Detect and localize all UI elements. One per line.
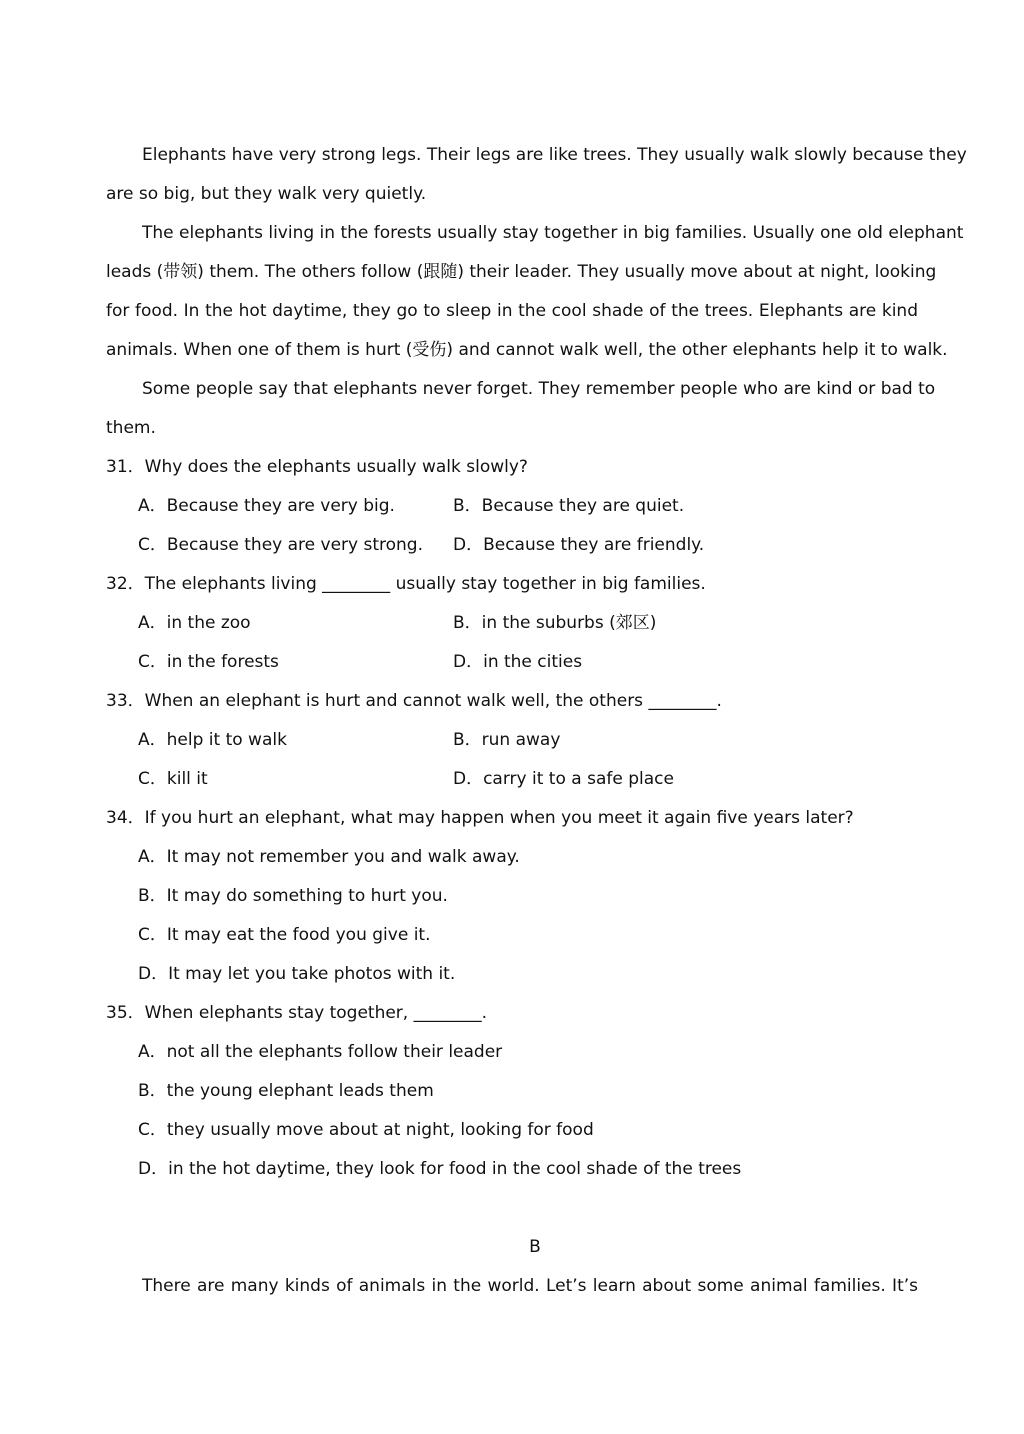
question-32-option-d: D．in the cities (453, 652, 583, 672)
question-33-option-d: D．carry it to a safe place (453, 769, 674, 789)
question-32-option-a: A．in the zoo (138, 613, 251, 633)
question-34-option-a: A．It may not remember you and walk away. (138, 847, 520, 867)
question-35-option-d: D．in the hot daytime, they look for food in the cool shade of the trees (138, 1159, 742, 1179)
passage-a-paragraph-1-line-1: Elephants have very strong legs. Their legs are like trees. They usually walk slowly because they (142, 145, 967, 165)
question-35-option-c: C．they usually move about at night, looking for food (138, 1120, 594, 1140)
question-34-option-d: D．It may let you take photos with it. (138, 964, 456, 984)
question-35-option-a: A．not all the elephants follow their leader (138, 1042, 503, 1062)
passage-a-paragraph-2-line-2: leads (带领) them. The others follow (跟随) their leader. They usually move about at night, looking (106, 262, 937, 282)
question-31-option-d: D．Because they are friendly. (453, 535, 705, 555)
question-33-stem: 33．When an elephant is hurt and cannot walk well, the others ________. (106, 691, 722, 711)
question-34-stem: 34．If you hurt an elephant, what may happen when you meet it again five years later? (106, 808, 854, 828)
section-b-heading: B (529, 1237, 541, 1257)
question-31-option-b: B．Because they are quiet. (453, 496, 685, 516)
passage-a-paragraph-2-line-3: for food. In the hot daytime, they go to sleep in the cool shade of the trees. Elephants are kind (106, 301, 918, 321)
passage-a-paragraph-3-line-2: them. (106, 418, 156, 438)
question-31-stem: 31．Why does the elephants usually walk slowly? (106, 457, 528, 477)
question-33-option-b: B．run away (453, 730, 561, 750)
question-34-option-c: C．It may eat the food you give it. (138, 925, 431, 945)
passage-a-paragraph-1-line-2: are so big, but they walk very quietly. (106, 184, 427, 204)
question-35-stem: 35．When elephants stay together, ________. (106, 1003, 487, 1023)
question-35-option-b: B．the young elephant leads them (138, 1081, 434, 1101)
question-33-option-a: A．help it to walk (138, 730, 287, 750)
question-32-option-b: B．in the suburbs (郊区) (453, 613, 657, 633)
passage-a-paragraph-2-line-1: The elephants living in the forests usually stay together in big families. Usually one old elephant (142, 223, 964, 243)
question-32-option-c: C．in the forests (138, 652, 279, 672)
question-31-option-a: A．Because they are very big. (138, 496, 395, 516)
passage-a-paragraph-2-line-4: animals. When one of them is hurt (受伤) and cannot walk well, the other elephants help it to walk. (106, 340, 948, 360)
question-33-option-c: C．kill it (138, 769, 208, 789)
question-31-option-c: C．Because they are very strong. (138, 535, 423, 555)
passage-a-paragraph-3-line-1: Some people say that elephants never forget. They remember people who are kind or bad to (142, 379, 936, 399)
question-32-stem: 32．The elephants living ________ usually stay together in big families. (106, 574, 706, 594)
question-34-option-b: B．It may do something to hurt you. (138, 886, 448, 906)
section-b-paragraph-1-line-1: There are many kinds of animals in the world. Let’s learn about some animal families. It’s (142, 1276, 918, 1296)
